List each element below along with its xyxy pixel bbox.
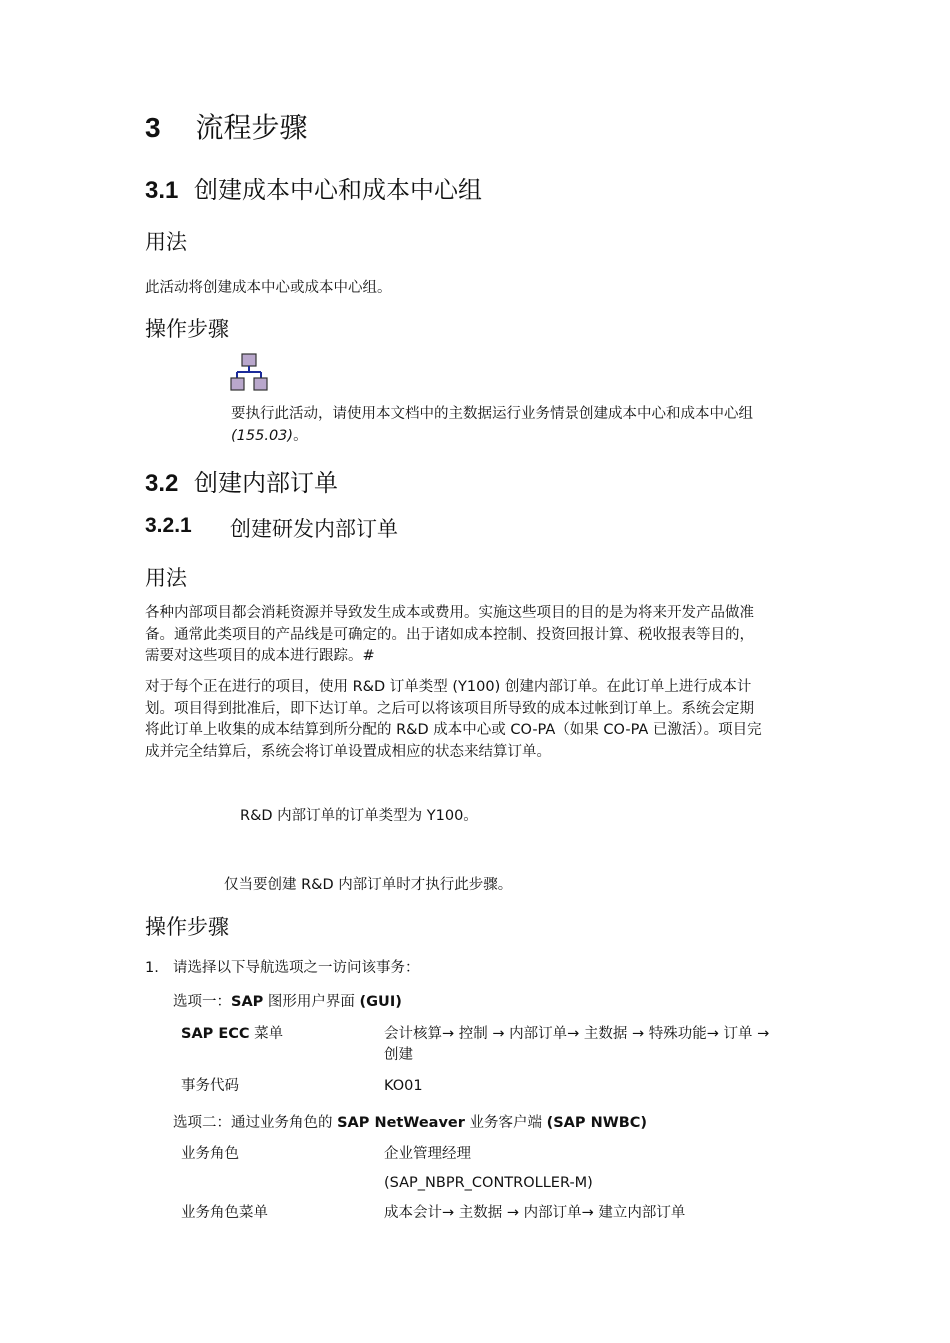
usage-text: 此活动将创建成本中心或成本中心组。	[145, 280, 392, 296]
steps-heading: 操作步骤	[145, 317, 229, 341]
option-prefix: 选项一：	[173, 994, 231, 1010]
note-reference	[231, 426, 308, 448]
usage-paragraph-1	[145, 603, 835, 668]
label-text: 菜单	[249, 1026, 284, 1042]
hierarchy-icon	[229, 352, 271, 394]
steps-heading: 操作步骤	[145, 915, 229, 939]
section-number: 3.2.1	[145, 514, 192, 537]
option-mid: 图形用户界面	[263, 994, 360, 1010]
business-role-menu-label: 业务角色菜单	[181, 1205, 268, 1221]
text-line: 成并完全结算后，系统会将订单设置成相应的状态来结算订单。	[145, 743, 551, 760]
note-reference-number: (155.03)	[231, 428, 294, 444]
usage-paragraph-2	[145, 677, 835, 763]
note-end: 。	[293, 428, 308, 444]
section-3-1-heading	[145, 170, 482, 205]
business-role-value: 企业管理经理	[384, 1146, 471, 1162]
usage-heading: 用法	[145, 230, 187, 254]
step-text: 请选择以下导航选项之一访问该事务：	[173, 960, 420, 976]
note-text: 要执行此活动，请使用本文档中的主数据运行业务情景创建成本中心和成本中心组	[231, 406, 753, 422]
section-number: 3.1	[145, 177, 179, 204]
label-bold: SAP ECC	[181, 1026, 250, 1042]
section-title: 创建成本中心和成本中心组	[194, 176, 483, 204]
option-2-heading	[173, 1113, 647, 1135]
option-bold-2: (SAP NWBC)	[546, 1115, 648, 1131]
section-title: 创建内部订单	[194, 469, 339, 497]
nav-path-line: 会计核算→ 控制 → 内部订单→ 主数据 → 特殊功能→ 订单 →	[384, 1026, 770, 1042]
section-title: 流程步骤	[195, 111, 308, 144]
text-line: 划。项目得到批准后，即下达订单。之后可以将该项目所导致的成本过帐到订单上。系统会定期	[145, 700, 754, 717]
section-3-2-heading	[145, 463, 338, 498]
transaction-code-value: KO01	[384, 1078, 423, 1094]
step-number: 1.	[145, 960, 159, 976]
option-mid: 业务客户端	[464, 1115, 547, 1131]
section-number: 3	[145, 112, 161, 143]
text-line: 备。通常此类项目的产品线是可确定的。出于诸如成本控制、投资回报计算、税收报表等目的，	[145, 626, 754, 643]
usage-heading: 用法	[145, 566, 187, 590]
option-1-heading	[173, 992, 402, 1014]
text-line: 需要对这些项目的成本进行跟踪。#	[145, 648, 375, 664]
nav-path-line: 创建	[384, 1047, 413, 1063]
text-line: 将此订单上收集的成本结算到所分配的 R&D 成本中心或 CO-PA（如果 CO-PA 已激活）。项目完	[145, 722, 762, 738]
option-bold-1: SAP NetWeaver	[337, 1115, 465, 1131]
section-3-heading	[145, 106, 308, 146]
nav-label-sap-ecc-menu	[181, 1024, 283, 1046]
step-1	[145, 958, 420, 980]
text-line: 对于每个正在进行的项目，使用 R&D 订单类型 (Y100) 创建内部订单。在此订单上进行成本计	[145, 679, 752, 695]
section-3-2-1-heading	[145, 513, 192, 538]
option-bold-1: SAP	[231, 994, 264, 1010]
business-role-label: 业务角色	[181, 1146, 239, 1162]
option-bold-2: (GUI)	[359, 994, 402, 1010]
section-number: 3.2	[145, 470, 179, 497]
step-condition-note: 仅当要创建 R&D 内部订单时才执行此步骤。	[224, 877, 513, 893]
business-role-id: (SAP_NBPR_CONTROLLER-M)	[384, 1175, 593, 1191]
option-prefix: 选项二：通过业务角色的	[173, 1115, 338, 1131]
text-line: 各种内部项目都会消耗资源并导致发生成本或费用。实施这些项目的目的是为将来开发产品做准	[145, 605, 754, 621]
order-type-note: R&D 内部订单的订单类型为 Y100。	[240, 808, 478, 824]
transaction-code-label: 事务代码	[181, 1078, 239, 1094]
business-role-menu-path: 成本会计→ 主数据 → 内部订单→ 建立内部订单	[384, 1205, 686, 1221]
section-title: 创建研发内部订单	[230, 517, 398, 541]
